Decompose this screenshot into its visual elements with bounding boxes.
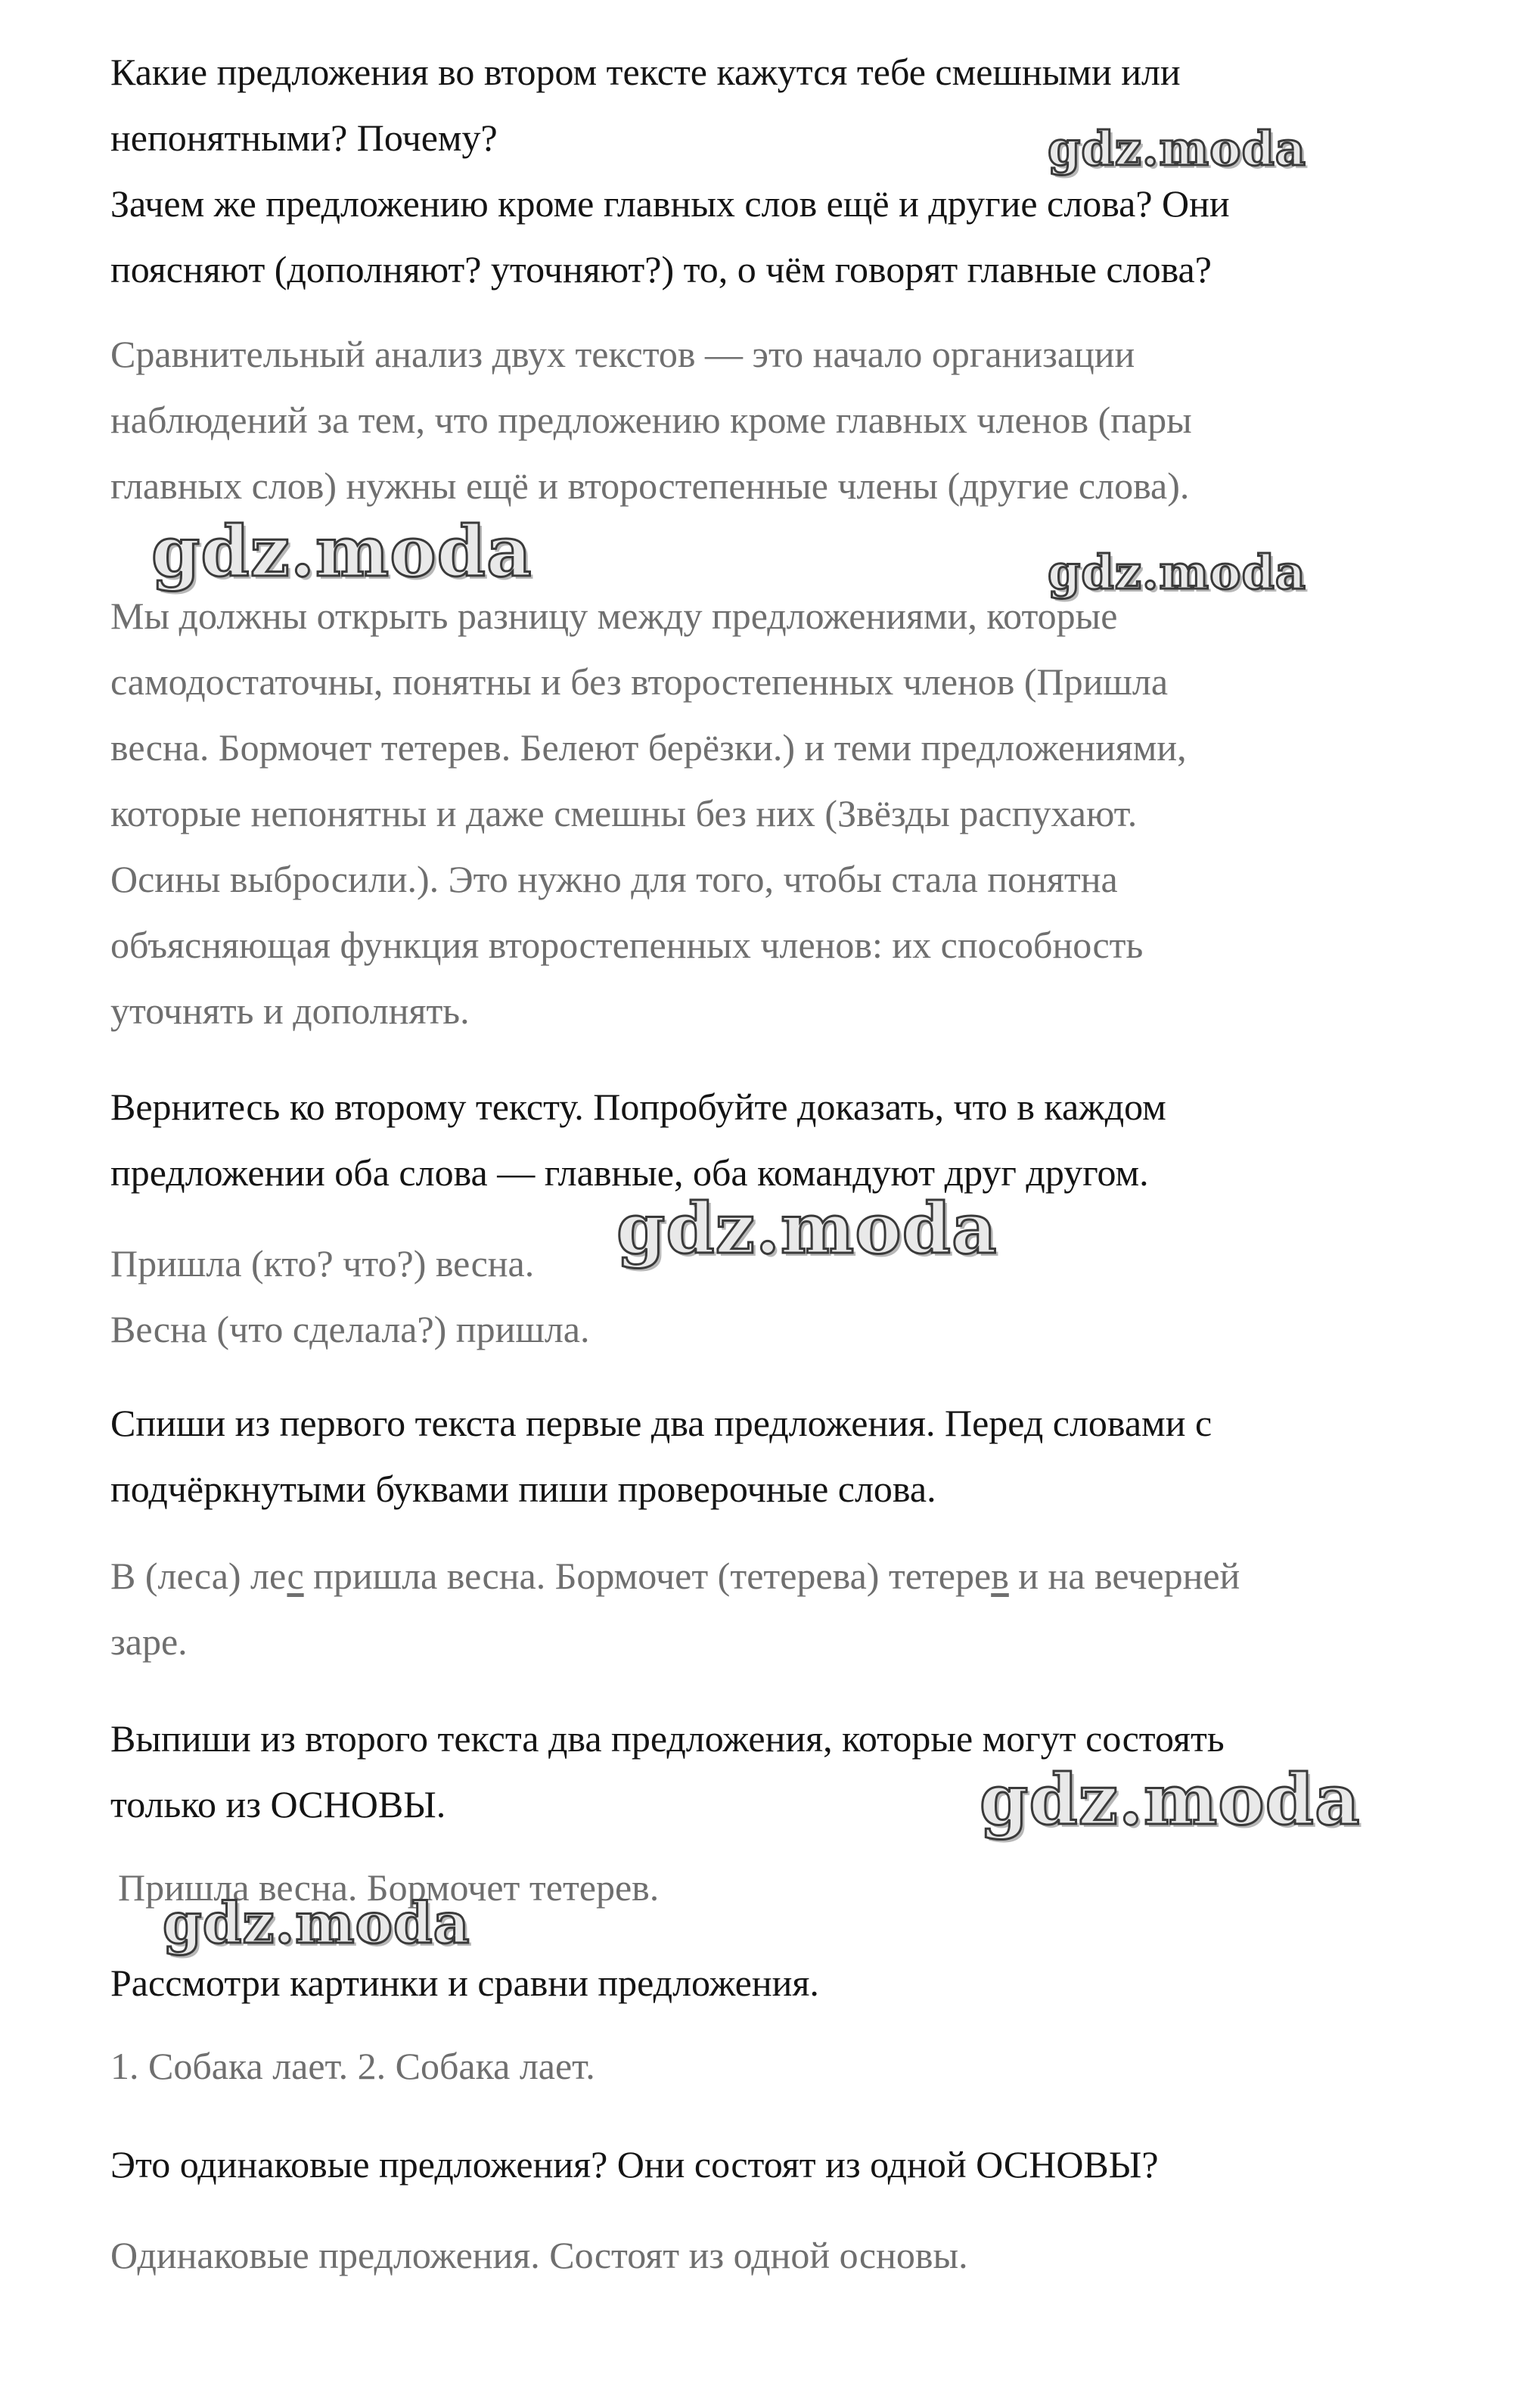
watermark-logo: gdz.moda	[151, 511, 532, 592]
question-line: Это одинаковые предложения? Они состоят из одной ОСНОВЫ?	[110, 2143, 1159, 2186]
question-line: только из ОСНОВЫ.	[110, 1783, 446, 1825]
underlined-letter: с	[287, 1555, 304, 1597]
question-line: Вернитесь ко второму тексту. Попробуйте доказать, что в каждом	[110, 1086, 1166, 1128]
answer-line: Одинаковые предложения. Состоят из одной основы.	[110, 2234, 968, 2276]
answer-line: наблюдений за тем, что предложению кроме главных членов (пары	[110, 399, 1192, 441]
answer-line: Мы должны открыть разницу между предложениями, которые	[110, 595, 1118, 637]
answer-line-underlined	[110, 1543, 1240, 1609]
answer-line: Весна (что сделала?) пришла.	[110, 1308, 590, 1350]
answer-text: В (леса) ле	[110, 1555, 287, 1597]
question-line: непонятными? Почему?	[110, 117, 498, 159]
answer-line: Сравнительный анализ двух текстов — это начало организации	[110, 333, 1135, 375]
watermark-logo: gdz.moda	[163, 1891, 470, 1956]
question-line: поясняют (дополняют? уточняют?) то, о чём говорят главные слова?	[110, 248, 1212, 290]
answer-line: Осины выбросили.). Это нужно для того, чтобы стала понятна	[110, 858, 1118, 900]
question-line: подчёркнутыми буквами пиши проверочные слова.	[110, 1468, 936, 1510]
question-line: Рассмотри картинки и сравни предложения.	[110, 1962, 819, 2004]
underlined-letter: в	[991, 1555, 1009, 1597]
watermark-logo: gdz.moda	[980, 1759, 1361, 1841]
answer-line: самодостаточны, понятны и без второстепенных членов (Пришла	[110, 660, 1169, 703]
watermark-logo: gdz.moda	[1048, 121, 1306, 176]
watermark-logo: gdz.moda	[616, 1188, 998, 1269]
question-line: Какие предложения во втором тексте кажутся тебе смешными или	[110, 51, 1181, 93]
answer-line: объясняющая функция второстепенных членов: их способность	[110, 924, 1144, 966]
answer-line: уточнять и дополнять.	[110, 990, 470, 1032]
watermark-logo: gdz.moda	[1048, 545, 1306, 600]
answer-line: Пришла (кто? что?) весна.	[110, 1242, 535, 1285]
answer-line: главных слов) нужны ещё и второстепенные члены (другие слова).	[110, 464, 1190, 507]
question-line: предложении оба слова — главные, оба командуют друг другом.	[110, 1151, 1149, 1194]
question-line: Спиши из первого текста первые два предложения. Перед словами с	[110, 1402, 1212, 1444]
answer-line: заре.	[110, 1620, 188, 1663]
answer-line: Пришла весна. Бормочет тетерев.	[118, 1866, 660, 1909]
answer-text: и на вечерней	[1008, 1555, 1240, 1597]
answer-line: которые непонятны и даже смешны без них (Звёзды распухают.	[110, 792, 1138, 834]
answer-line: весна. Бормочет тетерев. Белеют берёзки.) и теми предложениями,	[110, 726, 1187, 769]
question-line: Выпиши из второго текста два предложения, которые могут состоять	[110, 1717, 1225, 1760]
answer-text: пришла весна. Бормочет (тетерева) тетере	[303, 1555, 992, 1597]
question-line: Зачем же предложению кроме главных слов ещё и другие слова? Они	[110, 182, 1230, 225]
answer-line: 1. Собака лает. 2. Собака лает.	[110, 2045, 595, 2087]
